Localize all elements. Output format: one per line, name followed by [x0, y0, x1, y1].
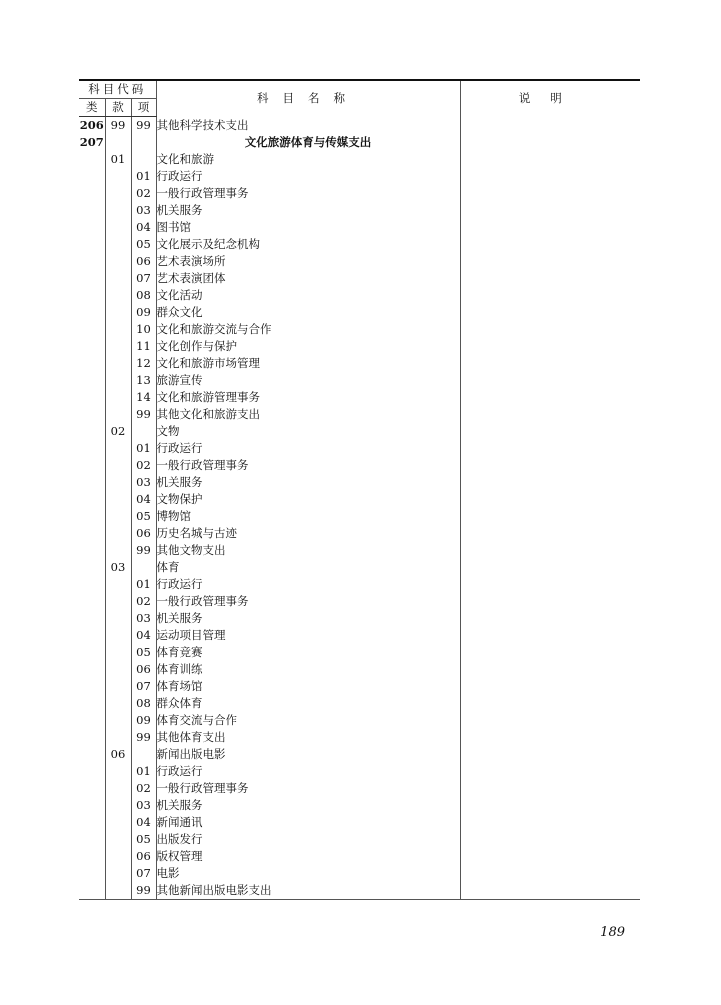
description-cell — [460, 457, 640, 474]
section-code-cell — [105, 576, 131, 593]
description-cell — [460, 287, 640, 304]
subject-name-cell: 艺术表演团体 — [156, 270, 460, 287]
description-cell — [460, 542, 640, 559]
section-code-cell — [105, 474, 131, 491]
section-code-cell — [105, 525, 131, 542]
subject-name-cell: 文化和旅游管理事务 — [156, 389, 460, 406]
class-code-cell — [79, 712, 105, 729]
item-code-cell — [131, 559, 156, 576]
item-code-cell: 09 — [131, 304, 156, 321]
class-code-cell — [79, 236, 105, 253]
description-cell — [460, 644, 640, 661]
section-code-cell — [105, 406, 131, 423]
subject-name-cell: 文化旅游体育与传媒支出 — [156, 134, 460, 151]
description-cell — [460, 763, 640, 780]
item-code-cell: 02 — [131, 780, 156, 797]
description-cell — [460, 117, 640, 135]
subject-name-cell: 旅游宣传 — [156, 372, 460, 389]
table-row — [79, 219, 640, 236]
class-code-cell — [79, 627, 105, 644]
item-code-cell: 05 — [131, 831, 156, 848]
description-cell — [460, 219, 640, 236]
item-code-cell: 04 — [131, 814, 156, 831]
table-row — [79, 423, 640, 440]
section-code-cell — [105, 797, 131, 814]
class-code-cell — [79, 644, 105, 661]
description-cell — [460, 440, 640, 457]
table-row — [79, 406, 640, 423]
subject-name-cell: 博物馆 — [156, 508, 460, 525]
table-header — [79, 80, 640, 117]
section-code-cell — [105, 440, 131, 457]
section-code-cell — [105, 321, 131, 338]
subject-name-cell: 版权管理 — [156, 848, 460, 865]
class-code-cell — [79, 168, 105, 185]
section-code-cell — [105, 508, 131, 525]
description-cell — [460, 253, 640, 270]
subject-name-cell: 其他体育支出 — [156, 729, 460, 746]
budget-subject-table — [79, 79, 640, 900]
class-code-cell — [79, 355, 105, 372]
subject-name-cell: 一般行政管理事务 — [156, 457, 460, 474]
subject-name-cell: 一般行政管理事务 — [156, 780, 460, 797]
section-code-cell — [105, 695, 131, 712]
section-code-cell — [105, 729, 131, 746]
subject-name-cell: 群众体育 — [156, 695, 460, 712]
class-code-cell — [79, 491, 105, 508]
table-row — [79, 780, 640, 797]
section-code-cell — [105, 168, 131, 185]
section-code-cell: 03 — [105, 559, 131, 576]
table-row — [79, 746, 640, 763]
subject-name-cell: 新闻出版电影 — [156, 746, 460, 763]
table-row — [79, 253, 640, 270]
description-cell — [460, 355, 640, 372]
table-row — [79, 474, 640, 491]
subject-name-cell: 艺术表演场所 — [156, 253, 460, 270]
item-code-cell: 99 — [131, 729, 156, 746]
item-code-cell: 13 — [131, 372, 156, 389]
table-row — [79, 661, 640, 678]
table-row — [79, 457, 640, 474]
table-row — [79, 525, 640, 542]
description-cell — [460, 185, 640, 202]
description-cell — [460, 423, 640, 440]
description-cell — [460, 882, 640, 900]
subject-name-cell: 文化和旅游市场管理 — [156, 355, 460, 372]
class-code-cell — [79, 508, 105, 525]
item-code-cell: 08 — [131, 695, 156, 712]
description-cell — [460, 372, 640, 389]
description-cell — [460, 695, 640, 712]
page-number: 189 — [600, 925, 625, 940]
class-code-cell — [79, 253, 105, 270]
subject-name-cell: 出版发行 — [156, 831, 460, 848]
section-code-cell — [105, 338, 131, 355]
subject-name-cell: 行政运行 — [156, 168, 460, 185]
table-body — [79, 117, 640, 900]
subject-name-cell: 机关服务 — [156, 610, 460, 627]
class-code-cell — [79, 763, 105, 780]
description-cell — [460, 134, 640, 151]
class-code-cell — [79, 338, 105, 355]
table-row — [79, 559, 640, 576]
table-row — [79, 134, 640, 151]
subject-name-cell: 其他文化和旅游支出 — [156, 406, 460, 423]
item-code-cell — [131, 151, 156, 168]
subject-name-cell: 体育训练 — [156, 661, 460, 678]
class-code-cell — [79, 678, 105, 695]
class-code-cell — [79, 865, 105, 882]
section-code-cell — [105, 865, 131, 882]
section-code-cell — [105, 882, 131, 900]
subject-name-cell: 文化和旅游交流与合作 — [156, 321, 460, 338]
description-cell — [460, 270, 640, 287]
item-code-cell — [131, 134, 156, 151]
subject-name-cell: 体育场馆 — [156, 678, 460, 695]
subject-name-cell: 行政运行 — [156, 763, 460, 780]
table-row — [79, 508, 640, 525]
subject-name-cell: 文化展示及纪念机构 — [156, 236, 460, 253]
table-row — [79, 678, 640, 695]
table-row — [79, 627, 640, 644]
item-code-cell: 02 — [131, 185, 156, 202]
class-code-cell — [79, 389, 105, 406]
subject-name-cell: 文化和旅游 — [156, 151, 460, 168]
section-column-header: 款 — [105, 99, 131, 117]
description-cell — [460, 389, 640, 406]
section-code-cell: 99 — [105, 117, 131, 135]
item-code-cell: 01 — [131, 440, 156, 457]
description-cell — [460, 304, 640, 321]
subject-name-cell: 历史名城与古迹 — [156, 525, 460, 542]
subject-name-cell: 图书馆 — [156, 219, 460, 236]
class-code-cell — [79, 831, 105, 848]
item-code-cell: 99 — [131, 117, 156, 135]
description-cell — [460, 151, 640, 168]
item-column-header: 项 — [131, 99, 156, 117]
subject-name-cell: 文化创作与保护 — [156, 338, 460, 355]
table-row — [79, 389, 640, 406]
class-code-cell — [79, 406, 105, 423]
table-row — [79, 763, 640, 780]
class-code-cell — [79, 695, 105, 712]
subject-name-cell: 文化活动 — [156, 287, 460, 304]
item-code-cell: 05 — [131, 644, 156, 661]
section-code-cell — [105, 270, 131, 287]
section-code-cell — [105, 780, 131, 797]
table-row — [79, 882, 640, 900]
subject-name-cell: 文物 — [156, 423, 460, 440]
table-row — [79, 831, 640, 848]
subject-name-cell: 其他科学技术支出 — [156, 117, 460, 135]
section-code-cell — [105, 202, 131, 219]
subject-name-cell: 一般行政管理事务 — [156, 185, 460, 202]
item-code-cell: 07 — [131, 678, 156, 695]
table-row — [79, 440, 640, 457]
description-cell — [460, 610, 640, 627]
subject-name-cell: 机关服务 — [156, 202, 460, 219]
section-code-cell — [105, 712, 131, 729]
section-code-cell — [105, 661, 131, 678]
subject-name-cell: 文物保护 — [156, 491, 460, 508]
item-code-cell: 04 — [131, 627, 156, 644]
description-cell — [460, 491, 640, 508]
item-code-cell: 99 — [131, 882, 156, 900]
section-code-cell — [105, 644, 131, 661]
subject-name-cell: 行政运行 — [156, 576, 460, 593]
item-code-cell: 07 — [131, 865, 156, 882]
item-code-cell: 08 — [131, 287, 156, 304]
section-code-cell — [105, 372, 131, 389]
item-code-cell: 06 — [131, 848, 156, 865]
item-code-cell — [131, 423, 156, 440]
subject-name-cell: 机关服务 — [156, 474, 460, 491]
class-code-cell — [79, 525, 105, 542]
class-code-cell — [79, 746, 105, 763]
table-row — [79, 321, 640, 338]
table-row — [79, 168, 640, 185]
class-code-cell — [79, 185, 105, 202]
item-code-cell: 03 — [131, 610, 156, 627]
item-code-cell: 04 — [131, 219, 156, 236]
section-code-cell — [105, 355, 131, 372]
description-cell — [460, 202, 640, 219]
class-code-cell — [79, 321, 105, 338]
section-code-cell — [105, 610, 131, 627]
description-cell — [460, 168, 640, 185]
item-code-cell: 05 — [131, 508, 156, 525]
class-code-cell — [79, 440, 105, 457]
class-code-cell — [79, 151, 105, 168]
description-cell — [460, 678, 640, 695]
table-row — [79, 151, 640, 168]
table-row — [79, 117, 640, 135]
description-cell — [460, 474, 640, 491]
table-row — [79, 865, 640, 882]
description-cell — [460, 831, 640, 848]
item-code-cell: 03 — [131, 202, 156, 219]
table-row — [79, 202, 640, 219]
class-code-cell — [79, 559, 105, 576]
description-cell — [460, 627, 640, 644]
description-cell — [460, 661, 640, 678]
table-row — [79, 814, 640, 831]
table-row — [79, 304, 640, 321]
section-code-cell — [105, 763, 131, 780]
description-cell — [460, 865, 640, 882]
subject-name-cell: 其他文物支出 — [156, 542, 460, 559]
subject-name-cell: 运动项目管理 — [156, 627, 460, 644]
item-code-cell: 06 — [131, 525, 156, 542]
item-code-cell: 02 — [131, 593, 156, 610]
section-code-cell — [105, 457, 131, 474]
section-code-cell — [105, 627, 131, 644]
description-cell — [460, 236, 640, 253]
class-code-cell — [79, 882, 105, 900]
section-code-cell — [105, 831, 131, 848]
subject-name-cell: 体育 — [156, 559, 460, 576]
item-code-cell: 06 — [131, 253, 156, 270]
description-cell — [460, 814, 640, 831]
item-code-cell: 12 — [131, 355, 156, 372]
class-code-cell — [79, 661, 105, 678]
class-code-cell — [79, 797, 105, 814]
item-code-cell: 06 — [131, 661, 156, 678]
section-code-cell — [105, 491, 131, 508]
class-code-cell — [79, 372, 105, 389]
description-cell — [460, 508, 640, 525]
section-code-cell: 06 — [105, 746, 131, 763]
description-cell — [460, 559, 640, 576]
description-cell — [460, 712, 640, 729]
class-code-cell — [79, 593, 105, 610]
class-code-cell — [79, 304, 105, 321]
subject-name-cell: 一般行政管理事务 — [156, 593, 460, 610]
class-column-header: 类 — [79, 99, 105, 117]
description-cell — [460, 746, 640, 763]
class-code-cell — [79, 219, 105, 236]
table-row — [79, 372, 640, 389]
item-code-cell: 07 — [131, 270, 156, 287]
subject-name-cell: 体育竞赛 — [156, 644, 460, 661]
item-code-cell: 03 — [131, 474, 156, 491]
subject-name-cell: 体育交流与合作 — [156, 712, 460, 729]
subject-name-cell: 新闻通讯 — [156, 814, 460, 831]
class-code-cell — [79, 287, 105, 304]
subject-code-header: 科目代码 — [79, 80, 156, 99]
section-code-cell — [105, 185, 131, 202]
section-code-cell — [105, 593, 131, 610]
class-code-cell — [79, 270, 105, 287]
class-code-cell — [79, 814, 105, 831]
item-code-cell: 01 — [131, 763, 156, 780]
class-code-cell — [79, 848, 105, 865]
table-row — [79, 729, 640, 746]
description-cell — [460, 525, 640, 542]
section-code-cell — [105, 542, 131, 559]
item-code-cell — [131, 746, 156, 763]
table-row — [79, 236, 640, 253]
class-code-cell — [79, 780, 105, 797]
section-code-cell — [105, 389, 131, 406]
class-code-cell — [79, 610, 105, 627]
item-code-cell: 11 — [131, 338, 156, 355]
table-row — [79, 542, 640, 559]
item-code-cell: 14 — [131, 389, 156, 406]
table-row — [79, 610, 640, 627]
item-code-cell: 04 — [131, 491, 156, 508]
table-row — [79, 491, 640, 508]
item-code-cell: 02 — [131, 457, 156, 474]
item-code-cell: 99 — [131, 542, 156, 559]
description-cell — [460, 729, 640, 746]
table-row — [79, 270, 640, 287]
section-code-cell — [105, 814, 131, 831]
item-code-cell: 01 — [131, 168, 156, 185]
section-code-cell: 01 — [105, 151, 131, 168]
item-code-cell: 99 — [131, 406, 156, 423]
class-code-cell — [79, 542, 105, 559]
description-cell — [460, 797, 640, 814]
section-code-cell — [105, 287, 131, 304]
table-row — [79, 185, 640, 202]
class-code-cell — [79, 729, 105, 746]
subject-name-header: 科目名称 — [156, 80, 460, 117]
section-code-cell — [105, 848, 131, 865]
table-row — [79, 848, 640, 865]
item-code-cell: 10 — [131, 321, 156, 338]
description-cell — [460, 780, 640, 797]
class-code-cell — [79, 576, 105, 593]
description-header: 说明 — [460, 80, 640, 117]
subject-name-cell: 群众文化 — [156, 304, 460, 321]
class-code-cell: 206 — [79, 118, 104, 132]
section-code-cell: 02 — [105, 423, 131, 440]
description-cell — [460, 338, 640, 355]
subject-name-cell: 机关服务 — [156, 797, 460, 814]
item-code-cell: 01 — [131, 576, 156, 593]
table-row — [79, 593, 640, 610]
item-code-cell: 05 — [131, 236, 156, 253]
section-code-cell — [105, 304, 131, 321]
subject-name-cell: 其他新闻出版电影支出 — [156, 882, 460, 900]
class-code-cell: 207 — [79, 135, 104, 149]
class-code-cell — [79, 202, 105, 219]
class-code-cell — [79, 457, 105, 474]
description-cell — [460, 576, 640, 593]
class-code-cell — [79, 474, 105, 491]
class-code-cell — [79, 423, 105, 440]
table-row — [79, 644, 640, 661]
section-code-cell — [105, 219, 131, 236]
table-row — [79, 695, 640, 712]
item-code-cell: 03 — [131, 797, 156, 814]
section-code-cell — [105, 253, 131, 270]
section-code-cell — [105, 678, 131, 695]
table-row — [79, 576, 640, 593]
table-row — [79, 712, 640, 729]
description-cell — [460, 406, 640, 423]
subject-name-cell: 电影 — [156, 865, 460, 882]
description-cell — [460, 321, 640, 338]
subject-name-cell: 行政运行 — [156, 440, 460, 457]
item-code-cell: 09 — [131, 712, 156, 729]
table-row — [79, 797, 640, 814]
section-code-cell — [105, 236, 131, 253]
table-row — [79, 355, 640, 372]
table-row — [79, 338, 640, 355]
description-cell — [460, 848, 640, 865]
section-code-cell — [105, 134, 131, 151]
description-cell — [460, 593, 640, 610]
table-row — [79, 287, 640, 304]
